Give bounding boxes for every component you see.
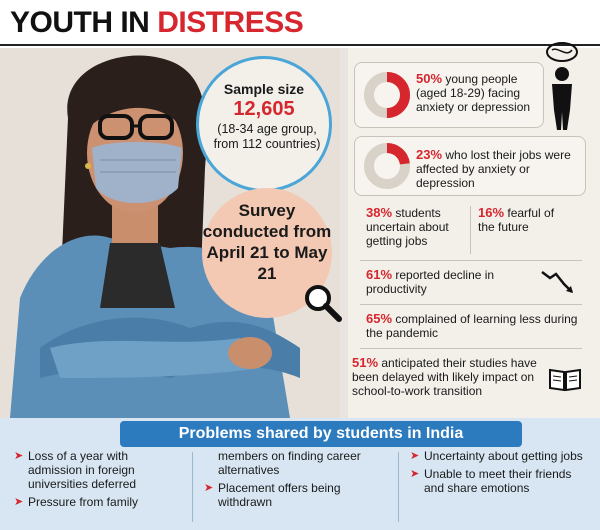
sample-size-label: Sample size: [223, 81, 305, 97]
page-title: [10, 6, 303, 40]
stat-6-pct: 65%: [366, 311, 393, 326]
problems-col-3: [410, 449, 590, 499]
column-separator: [398, 452, 399, 522]
stat-divider-vertical: [470, 206, 471, 254]
stat-7-text: anticipated their studies have been delayed with likely impact on school-to-work transition: [352, 356, 537, 398]
stat-3-text: students uncertain about getting jobs: [366, 206, 449, 248]
problem-item: [410, 449, 590, 463]
stat-7-pct: 51%: [352, 355, 379, 370]
stat-4: [478, 206, 574, 234]
stressed-person-icon: [540, 38, 584, 134]
stat-1: [416, 72, 548, 114]
problem-text: Uncertainty about getting jobs: [424, 449, 583, 463]
title-bar: [0, 0, 600, 46]
problems-col-1: [14, 449, 184, 513]
arrow-bullet-icon: ➤: [410, 450, 420, 462]
arrow-bullet-icon: ➤: [14, 450, 24, 462]
sample-size-value: 12,605: [233, 98, 295, 120]
stat-5-text: reported decline in productivity: [366, 268, 495, 296]
stat-5: [366, 268, 526, 296]
problem-text: members on finding career alternatives: [218, 449, 361, 477]
stat-2-pct: 23%: [416, 147, 443, 162]
problem-item: [410, 467, 590, 495]
problem-item: [14, 449, 184, 491]
magnifier-icon: [302, 282, 342, 322]
problem-text: Placement offers being withdrawn: [218, 481, 341, 509]
donut-chart-50: [362, 70, 412, 120]
title-part1: YOUTH IN: [10, 6, 150, 39]
problem-item: [14, 495, 184, 509]
problem-text: Pressure from family: [28, 495, 139, 509]
problem-item: [204, 481, 390, 509]
stat-2: [416, 148, 584, 190]
arrow-bullet-icon: ➤: [204, 482, 214, 494]
stat-4-text: fearful of the future: [478, 206, 555, 234]
survey-period-text: Survey conducted from April 21 to May 21: [202, 201, 332, 283]
stat-1-pct: 50%: [416, 71, 443, 86]
stat-3-pct: 38%: [366, 205, 393, 220]
problems-col-2: [204, 449, 390, 513]
stat-6-text: complained of learning less during the pandemic: [366, 312, 578, 340]
declining-chart-icon: [540, 266, 576, 296]
arrow-bullet-icon: ➤: [410, 468, 420, 480]
problem-text: Loss of a year with admission in foreign universities deferred: [28, 449, 137, 491]
stat-divider-3: [360, 348, 582, 349]
stat-1-text: young people (aged 18-29) facing anxiety or depression: [416, 72, 531, 114]
problem-continuation: [204, 449, 390, 477]
arrow-bullet-icon: ➤: [14, 496, 24, 508]
donut-chart-23: [362, 141, 412, 191]
problems-title: Problems shared by students in India: [120, 421, 522, 447]
stat-4-pct: 16%: [478, 205, 505, 220]
sample-size-note: (18-34 age group, from 112 countries): [213, 122, 321, 151]
title-part2: DISTRESS: [157, 6, 304, 39]
stat-6: [366, 312, 578, 340]
sample-size-circle: [196, 56, 332, 192]
stat-7: [352, 356, 548, 398]
stat-divider-2: [360, 304, 582, 305]
problem-text: Unable to meet their friends and share emotions: [424, 467, 572, 495]
stat-5-pct: 61%: [366, 267, 393, 282]
column-separator: [192, 452, 193, 522]
stat-2-text: who lost their jobs were affected by anxiety or depression: [416, 148, 571, 190]
stat-divider-1: [360, 260, 582, 261]
book-icon: [548, 366, 582, 392]
stat-3: [366, 206, 466, 248]
